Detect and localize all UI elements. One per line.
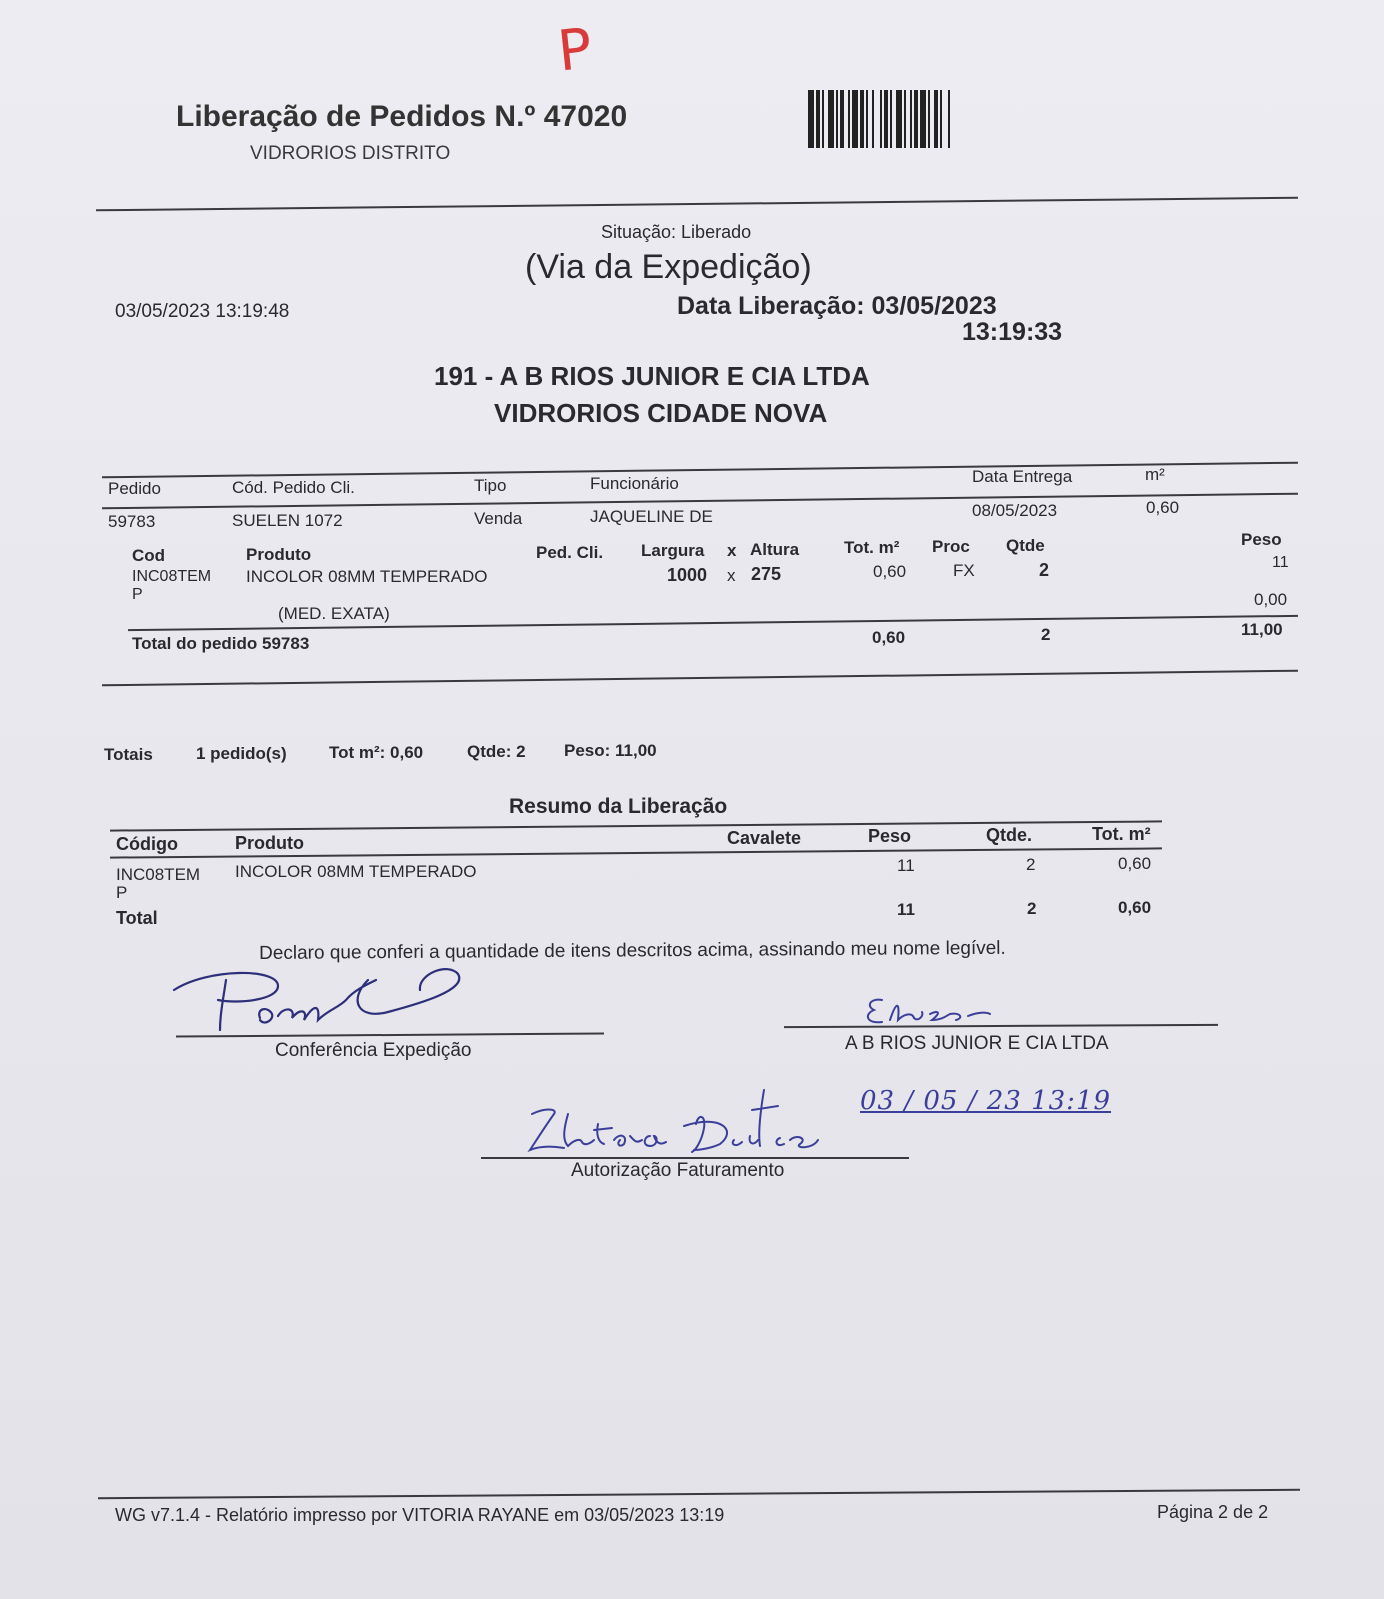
summary-qtde: 2 xyxy=(1026,855,1036,874)
col-header-funcionario: Funcionário xyxy=(590,474,679,493)
table-bottom-rule xyxy=(102,670,1298,687)
item-produto: INCOLOR 08MM TEMPERADO xyxy=(246,567,488,586)
item-extra-value: 0,00 xyxy=(1254,590,1288,609)
barcode-icon xyxy=(806,90,1020,148)
cell-m2: 0,60 xyxy=(1146,498,1180,517)
item-largura: 1000 xyxy=(667,565,708,585)
item-altura: 275 xyxy=(751,564,782,584)
client-branch: VIDRORIOS CIDADE NOVA xyxy=(494,398,828,428)
item-tot-m2: 0,60 xyxy=(873,562,907,581)
item-header-tot-m2: Tot. m² xyxy=(844,538,900,557)
client-name: 191 - A B RIOS JUNIOR E CIA LTDA xyxy=(434,361,870,391)
summary-total-qtde: 2 xyxy=(1027,899,1037,918)
order-total-label: Total do pedido 59783 xyxy=(132,634,310,653)
col-header-pedido: Pedido xyxy=(108,479,161,498)
order-total-m2: 0,60 xyxy=(872,628,906,647)
printed-timestamp: 03/05/2023 13:19:48 xyxy=(115,301,290,322)
item-header-cod: Cod xyxy=(132,546,166,565)
summary-produto: INCOLOR 08MM TEMPERADO xyxy=(235,862,477,881)
header-divider xyxy=(96,197,1298,212)
item-header-qtde: Qtde xyxy=(1006,536,1045,555)
cell-funcionario: JAQUELINE DE xyxy=(590,507,713,526)
col-header-data-entrega: Data Entrega xyxy=(972,467,1073,486)
col-header-tipo: Tipo xyxy=(474,476,507,495)
signature-label-client: A B RIOS JUNIOR E CIA LTDA xyxy=(845,1033,1109,1054)
status-text: Situação: Liberado xyxy=(601,222,752,242)
signature-line-center xyxy=(481,1157,909,1159)
item-header-produto: Produto xyxy=(246,545,312,564)
document-title: Liberação de Pedidos N.º 47020 xyxy=(176,100,628,133)
declaration-text: Declaro que conferi a quantidade de itens descritos acima, assinando meu nome legível. xyxy=(259,937,1006,964)
footer-page-number: Página 2 de 2 xyxy=(1157,1502,1269,1522)
item-header-largura: Largura xyxy=(641,541,705,560)
col-header-cod-pedido-cli: Cód. Pedido Cli. xyxy=(232,478,355,497)
summary-title: Resumo da Liberação xyxy=(509,795,728,818)
item-header-proc: Proc xyxy=(932,537,970,556)
summary-header-cavalete: Cavalete xyxy=(727,828,802,848)
signature-faturamento xyxy=(524,1084,824,1164)
summary-total-label: Total xyxy=(116,908,158,928)
summary-header-qtde: Qtde. xyxy=(986,825,1033,845)
item-header-altura: Altura xyxy=(750,540,800,559)
summary-header-codigo: Código xyxy=(116,834,178,854)
col-header-m2: m² xyxy=(1145,465,1165,484)
cell-tipo: Venda xyxy=(474,509,523,528)
summary-header-produto: Produto xyxy=(235,833,304,853)
item-cod-line1: INC08TEM xyxy=(132,568,212,585)
totals-pedidos: 1 pedido(s) xyxy=(196,744,287,763)
item-note: (MED. EXATA) xyxy=(278,604,390,623)
item-header-ped-cli: Ped. Cli. xyxy=(536,543,604,562)
item-proc: FX xyxy=(953,561,975,580)
item-qtde: 2 xyxy=(1039,560,1050,580)
company-name: VIDRORIOS DISTRITO xyxy=(250,143,451,164)
item-peso: 11 xyxy=(1272,554,1289,571)
table-top-rule xyxy=(102,462,1298,479)
footer-rule xyxy=(98,1489,1300,1499)
release-date: Data Liberação: 03/05/2023 xyxy=(677,292,997,320)
signature-expedicao xyxy=(168,960,488,1044)
cell-cod-pedido-cli: SUELEN 1072 xyxy=(232,511,343,530)
order-total-peso: 11,00 xyxy=(1241,620,1283,639)
summary-header-peso: Peso xyxy=(868,826,912,846)
totals-peso: Peso: 11,00 xyxy=(564,741,657,760)
signature-label-expedicao: Conferência Expedição xyxy=(275,1040,472,1061)
totals-label: Totais xyxy=(104,745,153,764)
totals-tot-m2: Tot m²: 0,60 xyxy=(329,743,424,762)
cell-data-entrega: 08/05/2023 xyxy=(972,501,1058,520)
release-time: 13:19:33 xyxy=(962,318,1063,346)
footer-report-info: WG v7.1.4 - Relatório impresso por VITORIA RAYANE em 03/05/2023 13:19 xyxy=(115,1505,725,1525)
summary-codigo-line1: INC08TEM xyxy=(116,865,201,884)
item-header-x: x xyxy=(727,541,737,560)
item-x: x xyxy=(727,566,736,585)
order-total-qtde: 2 xyxy=(1041,625,1051,644)
handwritten-mark: P xyxy=(554,16,596,85)
summary-codigo-line2: P xyxy=(116,883,128,902)
item-cod-line2: P xyxy=(132,586,143,603)
summary-peso: 11 xyxy=(897,856,915,875)
summary-total-tot-m2: 0,60 xyxy=(1118,898,1152,917)
summary-header-tot-m2: Tot. m² xyxy=(1092,824,1151,844)
cell-pedido: 59783 xyxy=(108,512,156,531)
copy-label: (Via da Expedição) xyxy=(525,248,812,286)
summary-total-peso: 11 xyxy=(897,900,915,919)
totals-qtde: Qtde: 2 xyxy=(467,742,526,761)
signature-label-faturamento: Autorização Faturamento xyxy=(571,1160,785,1181)
handwritten-date: 03 / 05 / 23 13:19 xyxy=(860,1086,1112,1116)
summary-tot-m2: 0,60 xyxy=(1118,854,1152,873)
item-header-peso: Peso xyxy=(1241,530,1282,549)
